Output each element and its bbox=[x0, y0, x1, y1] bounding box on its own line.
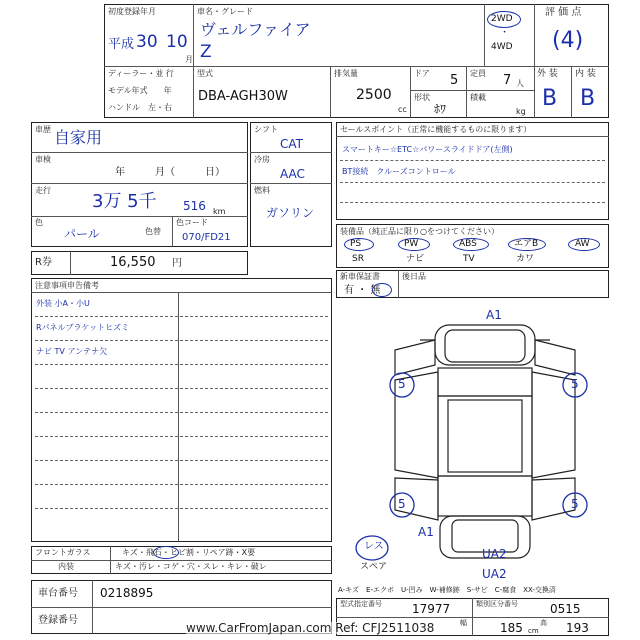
eval-label: 評 価 点 bbox=[545, 7, 582, 18]
first-reg-year: 30 bbox=[136, 32, 158, 52]
recycle-label: R券 bbox=[35, 257, 52, 268]
inspection-value: 年 月（ 日） bbox=[115, 167, 225, 178]
front-mark: A1 bbox=[486, 308, 502, 322]
width-label: 幅 bbox=[460, 619, 467, 627]
shape-label: 形状 bbox=[414, 93, 430, 102]
car-name: ヴェルファイア bbox=[200, 20, 311, 39]
registration-label: 登録番号 bbox=[38, 615, 78, 626]
equip-navi: ナビ bbox=[406, 254, 425, 264]
length-unit: cm bbox=[528, 627, 539, 635]
handle-label: ハンドル 左・右 bbox=[108, 103, 172, 112]
recycle-value: 16,550 bbox=[110, 255, 156, 270]
exterior-grade: B bbox=[542, 86, 558, 111]
interior-label: 内 装 bbox=[575, 69, 596, 79]
displacement-label: 排気量 bbox=[334, 69, 358, 78]
class-value: 0515 bbox=[550, 602, 581, 616]
first-reg-era: 平成 bbox=[108, 37, 135, 52]
color-value: パール bbox=[64, 227, 100, 241]
serial-label: 車台番号 bbox=[38, 588, 78, 599]
right-rear-mark: 5 bbox=[571, 497, 579, 511]
car-name-label: 車名・グレード bbox=[197, 7, 253, 16]
inspection-label: 車検 bbox=[35, 155, 51, 164]
notes-line2: Rパネルブラケットヒズミ bbox=[36, 323, 130, 332]
type-label: 型式 bbox=[197, 69, 213, 78]
usage-label: 車歴 bbox=[35, 125, 51, 134]
mileage-label: 走行 bbox=[35, 186, 51, 195]
side-mark: A1 bbox=[418, 525, 434, 539]
spare-label: レス bbox=[364, 541, 384, 552]
sales-point-line2: BT接続 クルーズコントロール bbox=[342, 167, 456, 176]
shift-value: CAT bbox=[280, 137, 303, 151]
type-value: DBA-AGH30W bbox=[198, 89, 288, 104]
doors-value: 5 bbox=[450, 73, 459, 88]
drive-4wd: 4WD bbox=[491, 42, 513, 52]
color-code-label: 色コード bbox=[176, 218, 208, 227]
width-value: 185 bbox=[500, 621, 523, 635]
month-unit: 月 bbox=[185, 55, 193, 64]
warranty-options: 有 ・ 無 bbox=[344, 285, 381, 296]
dealer-label: ディーラー・並 行 bbox=[108, 69, 174, 78]
capacity-unit: 人 bbox=[516, 79, 524, 88]
type-cert-value: 17977 bbox=[412, 602, 451, 616]
rear-mark-2: UA2 bbox=[482, 567, 507, 581]
equip-abs: ABS bbox=[459, 239, 477, 249]
glass-label: フロントガラス bbox=[35, 548, 91, 557]
equip-leather: カワ bbox=[516, 254, 535, 264]
sales-points-label: セールスポイント（正常に機能するものに限ります） bbox=[340, 125, 532, 134]
class-label: 類別区分番号 bbox=[476, 600, 518, 608]
exterior-label: 外 装 bbox=[537, 69, 558, 79]
displacement-value: 2500 bbox=[356, 87, 392, 103]
right-front-mark: 5 bbox=[571, 377, 579, 391]
grade: Z bbox=[200, 42, 212, 62]
load-unit: kg bbox=[516, 107, 526, 116]
notes-line1: 外装 小A・小U bbox=[36, 299, 90, 308]
interior-cond-options: キズ・汚レ・コゲ・穴・スレ・キレ・破レ bbox=[115, 562, 267, 571]
equip-tv: TV bbox=[463, 254, 475, 264]
cc-unit: cc bbox=[398, 105, 407, 114]
ac-value: AAC bbox=[280, 167, 305, 181]
sales-point-line1: スマートキー☆ETC☆パワースライドドア(左側) bbox=[342, 145, 513, 154]
left-front-mark: 5 bbox=[398, 377, 406, 391]
spare-text: スペア bbox=[360, 562, 388, 572]
first-reg-label: 初度登録年月 bbox=[108, 7, 156, 16]
capacity-label: 定員 bbox=[470, 69, 486, 78]
equip-pw: PW bbox=[404, 239, 419, 249]
height-label: 高 bbox=[540, 619, 547, 627]
type-cert-label: 型式指定番号 bbox=[340, 600, 382, 608]
serial-value: 0218895 bbox=[100, 586, 154, 600]
first-reg-month: 10 bbox=[166, 32, 188, 52]
notes-section bbox=[31, 278, 332, 542]
load-label: 積載 bbox=[470, 93, 486, 102]
color-code-value: 070/FD21 bbox=[182, 232, 231, 243]
fuel-value: ガソリン bbox=[266, 206, 315, 220]
equip-airbag: エアB bbox=[514, 239, 539, 249]
equip-sr: SR bbox=[352, 254, 364, 264]
shift-label: シフト bbox=[254, 125, 278, 134]
glass-options: キズ・飛石・ヒビ割・リペア跡・X要 bbox=[122, 548, 256, 557]
model-year-label: モデル年式 年 bbox=[108, 86, 172, 95]
rear-mark: UA2 bbox=[482, 547, 507, 561]
same-color-label: 色替 bbox=[145, 227, 161, 236]
equipment-label: 装備品（純正品に限り○をつけてください） bbox=[340, 227, 499, 236]
recall-label: 後日品 bbox=[402, 272, 426, 281]
fuel-label: 燃料 bbox=[254, 186, 270, 195]
notes-line3: ナビ TV アンテナ欠 bbox=[36, 347, 108, 356]
recycle-unit: 円 bbox=[172, 258, 182, 269]
eval-score: (4) bbox=[552, 28, 584, 53]
capacity-value: 7 bbox=[503, 73, 512, 88]
equip-ps: PS bbox=[350, 239, 362, 249]
interior-grade: B bbox=[580, 86, 596, 111]
interior-cond-label: 内装 bbox=[58, 562, 74, 571]
ac-label: 冷房 bbox=[254, 155, 270, 164]
left-rear-mark: 5 bbox=[398, 497, 406, 511]
color-label: 色 bbox=[35, 218, 43, 227]
height-value: 193 bbox=[566, 621, 589, 635]
drive-sep: ・ bbox=[500, 28, 510, 38]
notes-label: 注意事項申告備考 bbox=[35, 281, 99, 290]
drive-2wd: 2WD bbox=[491, 14, 513, 24]
mileage-unit: km bbox=[213, 207, 226, 216]
usage-value: 自家用 bbox=[54, 128, 103, 147]
equip-aw: AW bbox=[575, 239, 590, 249]
shape-value: ﾎﾜ bbox=[434, 102, 447, 116]
warranty-label: 新車保証書 bbox=[340, 272, 380, 281]
watermark: www.CarFromJapan.com Ref: CFJ2511038 bbox=[186, 621, 435, 635]
mileage-value: 3万 5千 bbox=[92, 191, 157, 212]
damage-legend: A-キズ E-エクボ U-凹み W-補修跡 S-サビ C-腐食 XX-交換済 bbox=[338, 586, 556, 594]
mileage-detail: 516 bbox=[183, 199, 206, 213]
doors-label: ドア bbox=[414, 69, 430, 78]
